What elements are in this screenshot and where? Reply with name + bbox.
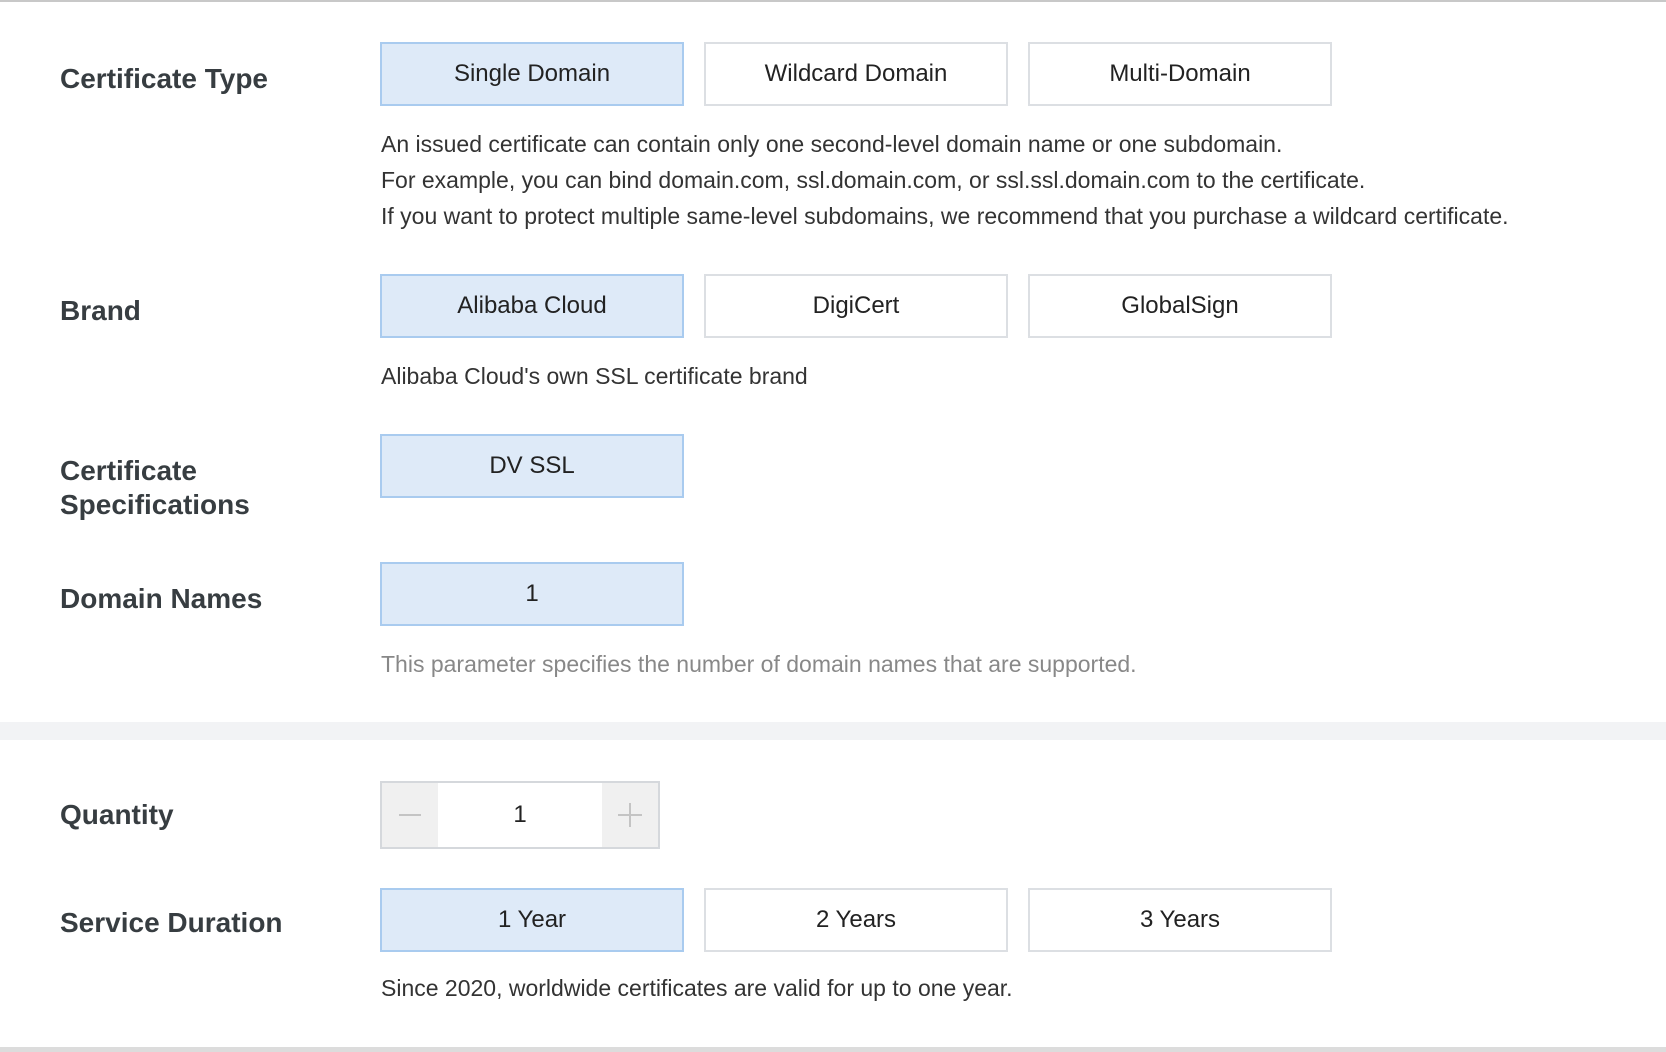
minus-icon <box>398 803 422 827</box>
certificate-type-description-line-3: If you want to protect multiple same-level subdomains, we recommend that you purchase a wildcard certificate. <box>381 203 1509 229</box>
option-dv-ssl[interactable]: DV SSL <box>380 434 684 498</box>
service-duration-label: Service Duration <box>60 907 283 938</box>
plus-icon <box>617 802 643 828</box>
option-single-domain[interactable]: Single Domain <box>380 42 684 106</box>
certificate-specifications-label <box>60 454 340 522</box>
certificate-specifications-label-line-1: Certificate <box>60 455 197 486</box>
certificate-type-label: Certificate Type <box>60 63 268 94</box>
increment-button[interactable] <box>602 783 658 847</box>
service-duration-description: Since 2020, worldwide certificates are valid for up to one year. <box>381 975 1013 1001</box>
quantity-stepper <box>380 781 660 849</box>
option-multi-domain[interactable]: Multi-Domain <box>1028 42 1332 106</box>
option-alibaba-cloud[interactable]: Alibaba Cloud <box>380 274 684 338</box>
brand-label: Brand <box>60 295 141 326</box>
option-3-years[interactable]: 3 Years <box>1028 888 1332 952</box>
option-2-years[interactable]: 2 Years <box>704 888 1008 952</box>
certificate-specifications-label-line-2: Specifications <box>60 489 250 520</box>
option-domain-names-1[interactable]: 1 <box>380 562 684 626</box>
certificate-type-description-line-2: For example, you can bind domain.com, ssl.domain.com, or ssl.ssl.domain.com to the certificate. <box>381 167 1366 193</box>
option-1-year[interactable]: 1 Year <box>380 888 684 952</box>
option-wildcard-domain[interactable]: Wildcard Domain <box>704 42 1008 106</box>
quantity-input[interactable]: 1 <box>513 801 527 828</box>
bottom-divider <box>0 1047 1666 1052</box>
top-divider <box>0 0 1666 2</box>
option-globalsign[interactable]: GlobalSign <box>1028 274 1332 338</box>
decrement-button[interactable] <box>382 783 438 847</box>
domain-names-description: This parameter specifies the number of domain names that are supported. <box>381 651 1137 677</box>
purchase-options-panel <box>0 740 1666 1047</box>
quantity-label: Quantity <box>60 799 174 830</box>
domain-names-label: Domain Names <box>60 583 263 614</box>
option-digicert[interactable]: DigiCert <box>704 274 1008 338</box>
brand-description: Alibaba Cloud's own SSL certificate brand <box>381 363 808 389</box>
certificate-config-panel <box>0 2 1666 722</box>
certificate-type-description-line-1: An issued certificate can contain only one second-level domain name or one subdomain. <box>381 131 1283 157</box>
